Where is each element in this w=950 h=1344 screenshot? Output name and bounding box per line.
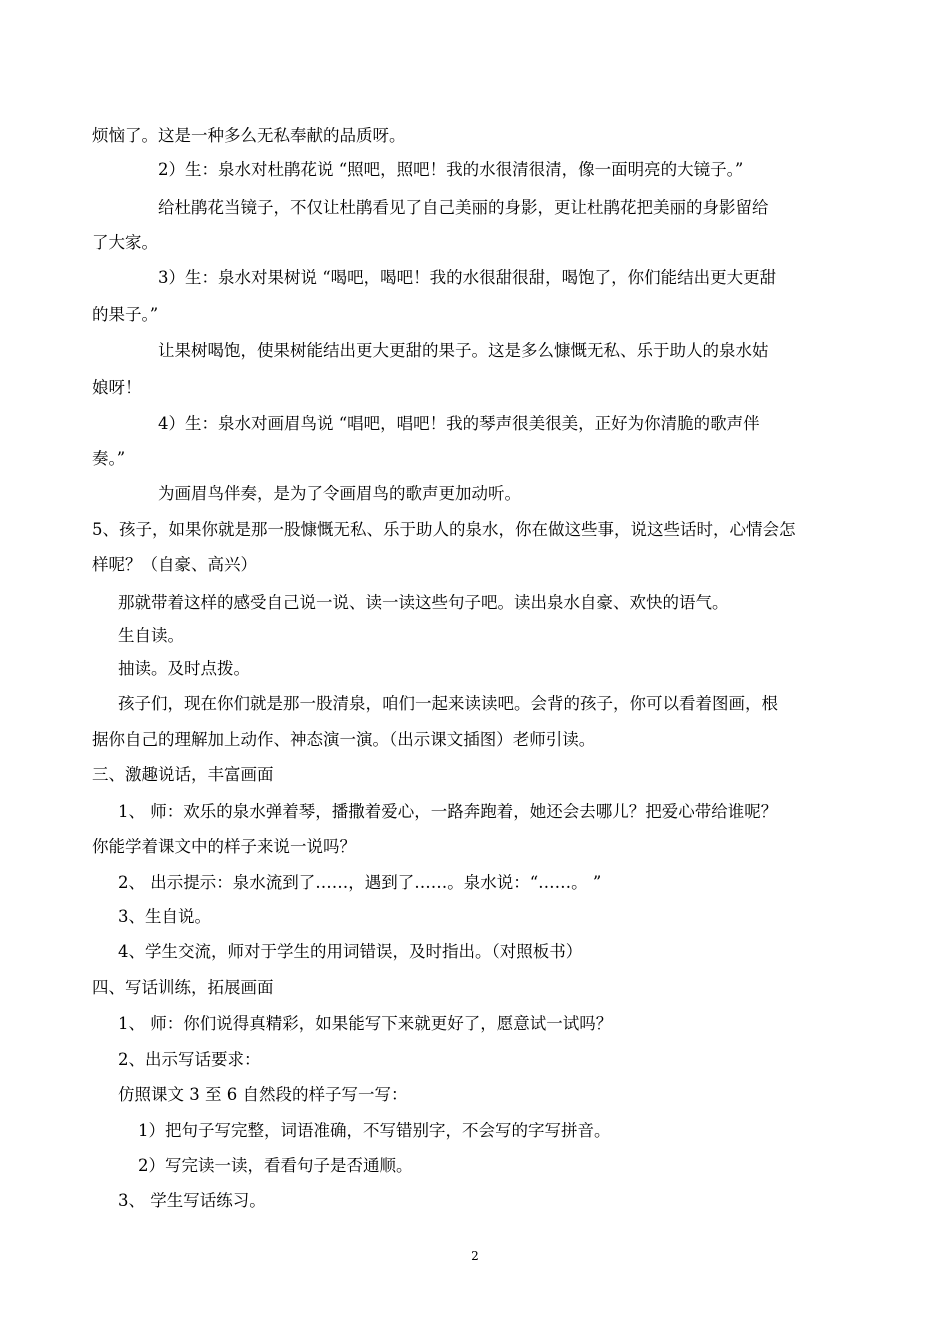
section-heading: 三、激趣说话，丰富画面 xyxy=(92,765,274,784)
body-text-line: 娘呀！ xyxy=(92,378,142,397)
body-text-line: 2、出示写话要求： xyxy=(118,1050,261,1069)
body-text-line: 2）写完读一读，看看句子是否通顺。 xyxy=(138,1156,413,1175)
body-text-line: 1、 师：欢乐的泉水弹着琴，播撒着爱心，一路奔跑着，她还会去哪儿？把爱心带给谁呢？ xyxy=(118,802,778,821)
body-text-line: 那就带着这样的感受自己说一说、读一读这些句子吧。读出泉水自豪、欢快的语气。 xyxy=(118,593,729,612)
body-text-line: 3）生：泉水对果树说 “喝吧，喝吧！我的水很甜很甜，喝饱了，你们能结出更大更甜 xyxy=(158,268,777,287)
body-text-line: 3、生自说。 xyxy=(118,907,211,926)
body-text-line: 1）把句子写完整，词语准确，不写错别字，不会写的字写拼音。 xyxy=(138,1121,611,1140)
body-text-line: 给杜鹃花当镜子，不仅让杜鹃看见了自己美丽的身影，更让杜鹃花把美丽的身影留给 xyxy=(158,198,769,217)
body-text-line: 的果子。” xyxy=(92,305,159,324)
body-text-line: 孩子们，现在你们就是那一股清泉，咱们一起来读读吧。会背的孩子，你可以看着图画，根 xyxy=(118,694,778,713)
body-text-line: 样呢？（自豪、高兴） xyxy=(92,555,257,574)
body-text-line: 奏。” xyxy=(92,449,126,468)
body-text-line: 3、 学生写话练习。 xyxy=(118,1191,266,1210)
body-text-line: 据你自己的理解加上动作、神态演一演。（出示课文插图）老师引读。 xyxy=(92,730,596,749)
body-text-line: 4、学生交流，师对于学生的用词错误，及时指出。（对照板书） xyxy=(118,942,583,961)
body-text-line: 2、 出示提示：泉水流到了……，遇到了……。泉水说：“……。 ” xyxy=(118,873,602,892)
body-text-line: 4）生：泉水对画眉鸟说 “唱吧，唱吧！我的琴声很美很美，正好为你清脆的歌声伴 xyxy=(158,414,760,433)
body-text-line: 烦恼了。这是一种多么无私奉献的品质呀。 xyxy=(92,126,406,145)
body-text-line: 为画眉鸟伴奏，是为了令画眉鸟的歌声更加动听。 xyxy=(158,484,521,503)
body-text-line: 你能学着课文中的样子来说一说吗？ xyxy=(92,837,356,856)
body-text-line: 1、 师：你们说得真精彩，如果能写下来就更好了，愿意试一试吗？ xyxy=(118,1014,613,1033)
body-text-line: 5、孩子，如果你就是那一股慷慨无私、乐于助人的泉水，你在做这些事，说这些话时，心情会怎 xyxy=(92,520,796,539)
section-heading: 四、写话训练，拓展画面 xyxy=(92,978,274,997)
body-text-line: 了大家。 xyxy=(92,233,158,252)
page-number: 2 xyxy=(471,1249,479,1263)
body-text-line: 2）生：泉水对杜鹃花说 “照吧，照吧！我的水很清很清，像一面明亮的大镜子。” xyxy=(158,160,744,179)
body-text-line: 抽读。及时点拨。 xyxy=(118,659,250,678)
body-text-line: 生自读。 xyxy=(118,626,184,645)
body-text-line: 仿照课文 3 至 6 自然段的样子写一写： xyxy=(118,1085,408,1104)
body-text-line: 让果树喝饱，使果树能结出更大更甜的果子。这是多么慷慨无私、乐于助人的泉水姑 xyxy=(158,341,769,360)
